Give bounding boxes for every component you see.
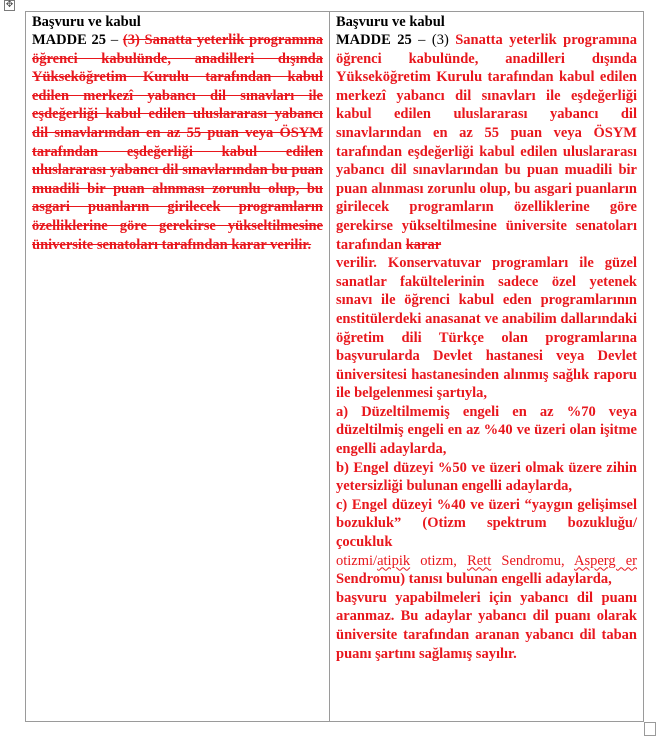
right-paragraph <box>336 31 637 254</box>
right-item-a: a) Düzeltilmemiş engeli en az %70 veya düzeltilmiş engeli en az %40 ve üzeri olan işitme engelli adaylarda, <box>336 403 637 458</box>
right-dash: – <box>411 32 432 48</box>
left-dash: – <box>106 32 123 48</box>
item-c-part-b: atipik <box>377 552 411 569</box>
left-article-number: MADDE 25 <box>32 32 107 48</box>
right-item-c-line1: c) Engel düzeyi %40 ve üzeri “yaygın gelişimsel bozukluk” (Otizm spektrum bozukluğu/çocukluk <box>336 496 637 551</box>
item-c-part-c: otizm, <box>410 552 468 569</box>
right-deleted-word: karar <box>405 236 442 253</box>
right-item-c-line2 <box>336 552 637 589</box>
item-c-part-e: Sendromu, <box>491 552 574 569</box>
table-cell-new-text[interactable] <box>330 12 643 721</box>
right-closing-text: başvuru yapabilmeleri için yabancı dil puanı aranmaz. Bu adaylar yabancı dil puanı olarak üniversite tarafından aranan yabancı dil taban puanı şartını sağlamış sayılır. <box>336 589 637 662</box>
right-item-b: b) Engel düzeyi %50 ve üzeri olmak üzere zihin yetersizliği bulunan engelli adaylarda, <box>336 459 637 495</box>
item-c-part-d: Rett <box>467 552 492 569</box>
left-deleted-text: (3) Sanatta yeterlik programına öğrenci kabulünde, anadilleri dışında Yükseköğretim Kurulu tarafından kabul edilen merkezî yabancı dil sınavları ile eşdeğerliği kabul edilen uluslararası yabancı dil sınavlarından en az 55 puan veya ÖSYM tarafından eşdeğerliği kabul edilen uluslararası yabancı dil sınavlarından bu puan muadili bir puan alınması zorunlu olup, bu asgari puanların girilecek programların özelliklerine göre gerekirse yükseltilmesine üniversite senatoları tarafından karar verilir. <box>32 32 324 253</box>
right-heading: Başvuru ve kabul <box>336 14 445 30</box>
item-c-part-g: Sendromu) tanısı bulunan engelli adaylarda, <box>336 571 612 588</box>
right-conservatory-text: verilir. Konservatuvar programları ile güzel sanatlar fakültelerinin sadece özel yetenek sınavı ile öğrenci kabul eden programlarının enstitülerdeki anasanat ve anabilim dallarındaki öğretim dili Türkçe olan programlarına başvurularda Devlet hastanesi veya Devlet üniversitesi hastanesinden alınmış sağlık raporu ile belgelenmesi şartıyla, <box>336 255 637 402</box>
comparison-table <box>25 11 644 722</box>
right-paragraph-number: (3) <box>431 32 456 48</box>
item-c-part-f: Asperg er <box>573 552 637 569</box>
right-article-number: MADDE 25 <box>336 32 412 48</box>
table-move-handle[interactable]: ✥ <box>5 0 14 10</box>
item-c-part-a: otizmi/ <box>336 552 378 569</box>
table-resize-handle[interactable] <box>644 722 656 736</box>
left-paragraph <box>32 31 323 254</box>
left-heading: Başvuru ve kabul <box>32 14 141 30</box>
right-intro-text: Sanatta yeterlik programına öğrenci kabulünde, anadilleri dışında Yükseköğretim Kurulu tarafından kabul edilen merkezî yabancı dil sınavları ile eşdeğerliği kabul edilen uluslararası yabancı dil sınavlarından en az 55 puan veya ÖSYM tarafından eşdeğerliği kabul edilen uluslararası yabancı dil sınavlarından bu puan muadili bir puan alınması zorunlu olup, bu asgari puanların girilecek programların özelliklerine göre gerekirse yükseltilmesine üniversite senatoları tarafından <box>336 32 637 253</box>
table-cell-old-text[interactable] <box>26 12 330 721</box>
